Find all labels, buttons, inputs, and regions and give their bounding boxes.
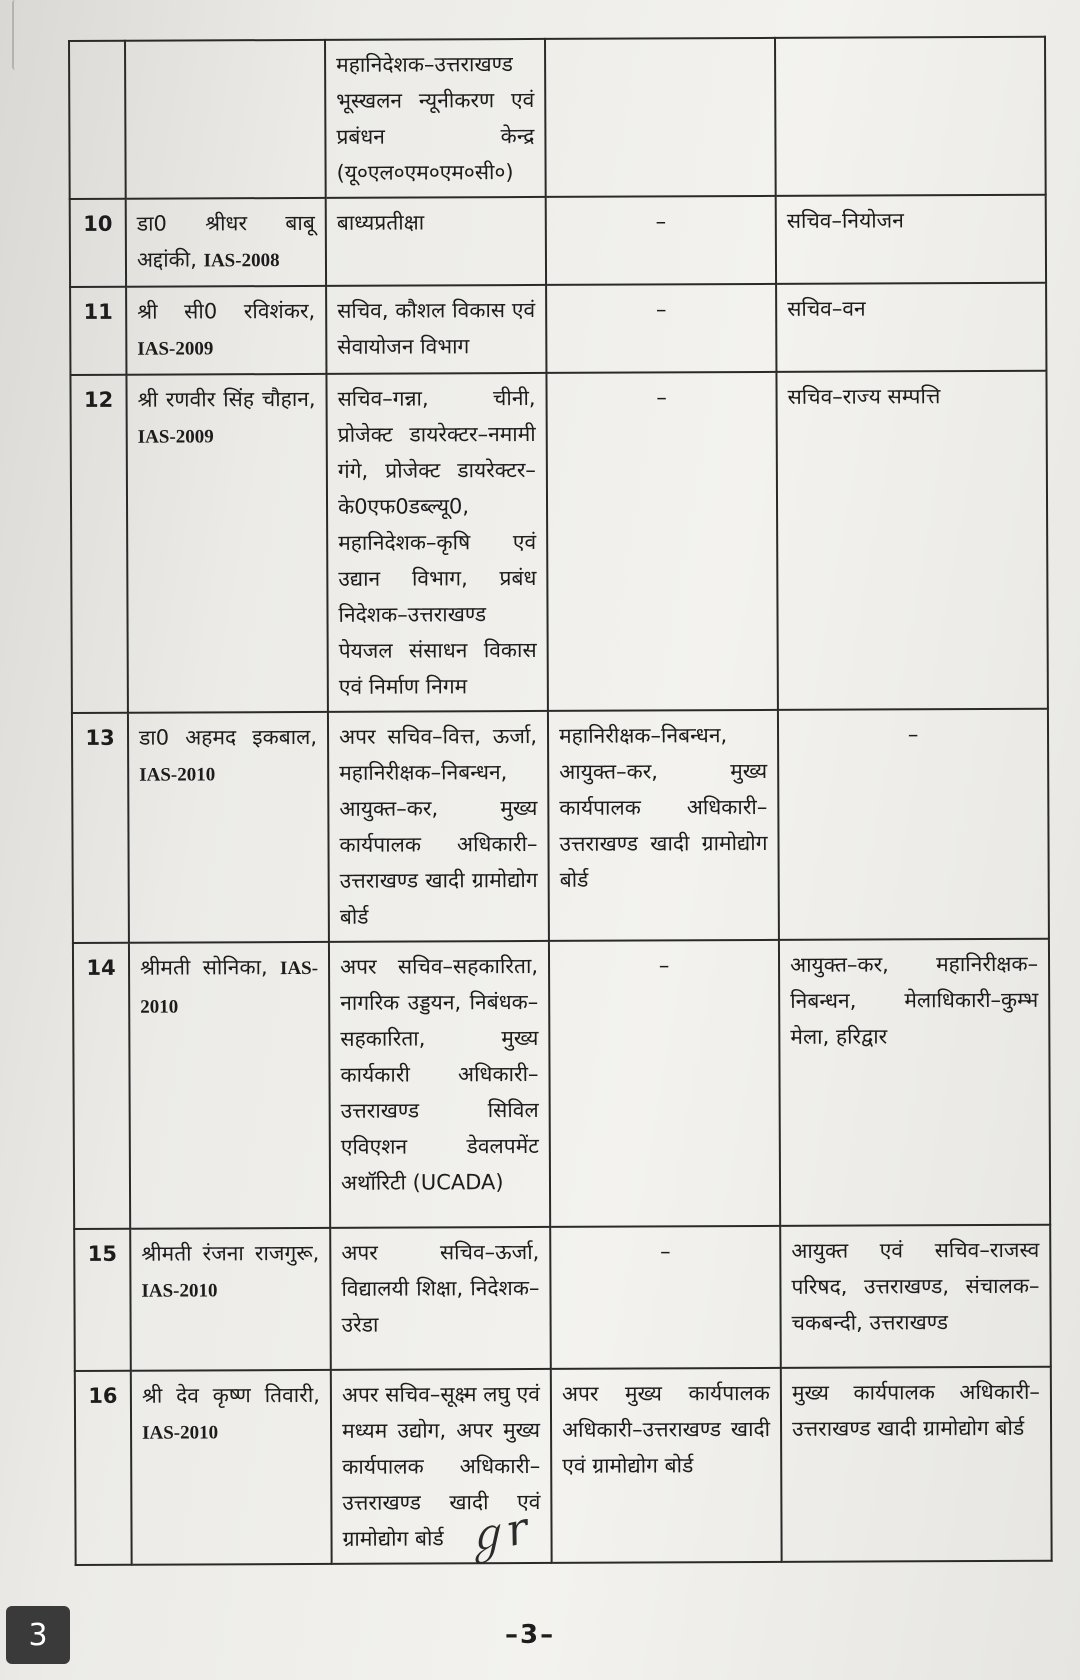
new-post-cell: सचिव–राज्य सम्पत्ति [776,371,1047,710]
table-row [70,195,1046,287]
officer-name-cell [125,40,326,199]
removed-post-cell: – [546,196,776,285]
officer-name-cell [131,1370,332,1565]
current-post-cell: अपर सचिव–सूक्ष्म लघु एवं मध्यम उद्योग, अपर मुख्य कार्यपालक अधिकारी–उत्तराखण्ड खादी एवं ग्रामोद्योग बोर्ड [331,1369,552,1564]
serial-number: 13 [72,713,129,943]
new-post-cell: – [778,709,1049,940]
new-post-cell: मुख्य कार्यपालक अधिकारी–उत्तराखण्ड खादी ग्रामोद्योग बोर्ड [781,1367,1052,1562]
table-row [72,709,1049,943]
officer-name: डा0 अहमद इकबाल, [138,724,318,750]
officer-name: श्री देव कृष्ण तिवारी, [141,1382,320,1408]
serial-number: 14 [73,943,130,1229]
table-row [70,371,1047,713]
officer-name-cell [126,198,326,287]
serial-number: 12 [70,375,127,713]
serial-number: 11 [70,287,126,375]
removed-post-cell [545,38,776,197]
removed-post-cell: – [546,372,777,711]
current-post-cell: महानिदेशक–उत्तराखण्ड भूस्खलन न्यूनीकरण एवं प्रबंधन केन्द्र (यू०एल०एम०एम०सी०) [325,39,546,198]
page-number: –3– [505,1620,556,1650]
removed-post-cell: – [550,1226,781,1369]
ias-batch: IAS-2010 [139,764,216,786]
new-post-cell: आयुक्त–कर, महानिरीक्षक–निबन्धन, मेलाधिकारी–कुम्भ मेला, हरिद्वार [779,939,1050,1226]
officer-name-cell [128,712,329,943]
table-row-continued [69,37,1046,199]
table-row [75,1367,1052,1565]
removed-post-cell: महानिरीक्षक–निबन्धन, आयुक्त–कर, मुख्य कार्यपालक अधिकारी–उत्तराखण्ड खादी ग्रामोद्योग बोर्ड [548,710,779,941]
removed-post-cell: – [546,284,776,373]
new-post-cell: आयुक्त एवं सचिव–राजस्व परिषद, उत्तराखण्ड, संचालक–चकबन्दी, उत्तराखण्ड [780,1225,1051,1368]
ias-batch: IAS-2010 [141,1280,218,1302]
serial-cell [69,41,126,199]
new-post-cell: सचिव–वन [776,283,1046,372]
serial-number: 16 [75,1371,132,1565]
officer-transfer-table [68,36,1053,1566]
ias-batch: IAS-2010 [140,957,319,1018]
current-post-cell: बाध्यप्रतीक्षा [326,197,546,286]
current-post-cell: सचिव, कौशल विकास एवं सेवायोजन विभाग [326,285,546,374]
serial-number: 10 [70,199,126,287]
serial-number: 15 [74,1229,131,1371]
officer-name: श्री सी0 रविशंकर, [137,298,316,324]
new-post-cell [775,37,1046,196]
ias-batch: IAS-2009 [137,338,214,360]
officer-name: डा0 श्रीधर बाबू अद्दांकी, [136,210,315,272]
table-row [70,283,1046,375]
removed-post-cell: अपर मुख्य कार्यपालक अधिकारी–उत्तराखण्ड खादी एवं ग्रामोद्योग बोर्ड [551,1368,782,1563]
officer-name: श्रीमती रंजना राजगुरू, [141,1240,320,1266]
new-post-cell: सचिव–नियोजन [776,195,1046,284]
removed-post-cell: – [549,940,780,1227]
binder-clip-mark [12,0,20,70]
ias-batch: IAS-2009 [137,426,214,448]
officer-name-cell [130,1228,331,1371]
current-post-cell: सचिव–गन्ना, चीनी, प्रोजेक्ट डायरेक्टर–नमामी गंगे, प्रोजेक्ट डायरेक्टर–के0एफ0डब्ल्यू0, महानिदेशक–कृषि एवं उद्यान विभाग, प्रबंध निदेशक–उत्तराखण्ड पेयजल संसाधन विकास एवं निर्माण निगम [326,373,547,712]
current-post-cell: अपर सचिव–सहकारिता, नागरिक उड्डयन, निबंधक–सहकारिता, मुख्य कार्यकारी अधिकारी– उत्तराखण्ड सिविल एविएशन डेवलपमेंट अथॉरिटी (UCADA) [329,941,550,1228]
officer-name: श्रीमती सोनिका, [139,955,268,980]
officer-name-cell [126,286,326,375]
current-post-cell: अपर सचिव–वित्त, ऊर्जा, महानिरीक्षक–निबन्धन, आयुक्त–कर, मुख्य कार्यपालक अधिकारी–उत्तराखण्ड खादी ग्रामोद्योग बोर्ड [328,711,549,942]
current-post-cell: अपर सचिव–ऊर्जा, विद्यालयी शिक्षा, निदेशक–उरेडा [330,1227,551,1370]
officer-name-cell [126,374,327,713]
table-row [73,939,1050,1229]
signature-initials: ℊr [458,1502,533,1567]
viewer-page-badge[interactable]: 3 [6,1606,70,1664]
officer-name: श्री रणवीर सिंह चौहान, [137,386,316,412]
ias-batch: IAS-2010 [142,1422,219,1444]
ias-batch: IAS-2008 [203,250,280,272]
officer-name-cell [129,942,330,1229]
table-row [74,1225,1051,1371]
